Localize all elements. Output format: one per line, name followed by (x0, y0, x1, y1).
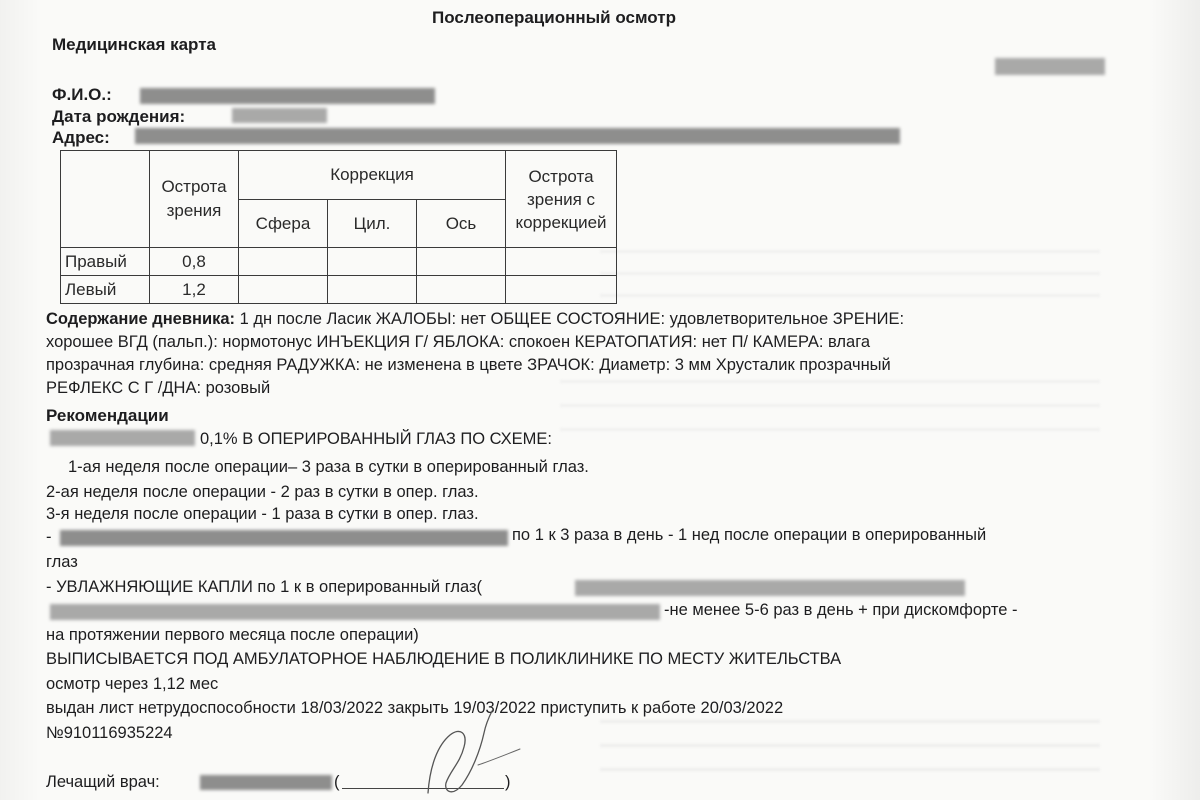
rec-line-7: - УВЛАЖНЯЮЩИЕ КАПЛИ по 1 к в оперированный глаз( (46, 578, 483, 596)
redacted-drug-4 (50, 604, 660, 620)
rec-line-5: по 1 к 3 раза в день - 1 нед после операции в оперированный (512, 526, 987, 544)
diary-line-1 (46, 308, 904, 331)
rec-line-2: 1-ая неделя после операции– 3 раза в сутки в оперированный глаз. (68, 458, 589, 476)
redacted-id (995, 58, 1105, 75)
rec-line-4: 3-я неделя после операции - 1 раза в сутки в опер. глаз. (46, 505, 479, 523)
rec-line-10: ВЫПИСЫВАЕТСЯ ПОД АМБУЛАТОРНОЕ НАБЛЮДЕНИЕ В ПОЛИКЛИНИКЕ ПО МЕСТУ ЖИТЕЛЬСТВА (46, 650, 842, 668)
table-header-correction: Коррекция (239, 151, 506, 200)
bleed-through (600, 720, 1100, 780)
signature-paren-open: ( (334, 773, 340, 791)
rec-line-3: 2-ая неделя после операции - 2 раз в сутки в опер. глаз. (46, 483, 479, 501)
table-header-corrected-acuity: Острота зрения с коррекцией (506, 151, 617, 248)
diary-line-3: прозрачная глубина: средняя РАДУЖКА: не изменена в цвете ЗРАЧОК: Диаметр: 3 мм Хрусталик прозрачный (46, 356, 891, 374)
rec-dash: - (46, 528, 52, 546)
handwritten-signature (420, 705, 560, 800)
table-header-cyl: Цил. (328, 200, 417, 248)
eye-right: Правый (61, 248, 150, 276)
rec-line-6: глаз (46, 553, 78, 571)
bleed-through (600, 250, 1100, 310)
diary-label: Содержание дневника: (46, 310, 236, 328)
table-header-axis: Ось (417, 200, 506, 248)
rec-line-11: осмотр через 1,12 мес (46, 675, 219, 693)
table-header-empty (61, 151, 150, 248)
redacted-doctor-name (200, 775, 332, 790)
doctor-label: Лечащий врач: (46, 773, 160, 791)
bleed-through (560, 380, 1100, 450)
recommendations-label: Рекомендации (46, 406, 169, 425)
eye-left: Левый (61, 276, 150, 304)
rec-line-8: -не менее 5-6 раз в день + при дискомфорте - (664, 601, 1018, 619)
redacted-dob (232, 108, 327, 123)
rec-line-12: выдан лист нетрудоспособности 18/03/2022 закрыть 19/03/2022 приступить к работе 20/03/2022 (46, 699, 784, 717)
document-title: Послеоперационный осмотр (432, 8, 676, 27)
table-header-sphere: Сфера (239, 200, 328, 248)
diary-line-2: хорошее ВГД (пальп.): нормотонус ИНЪЕКЦИЯ Г/ ЯБЛОКА: спокоен КЕРАТОПАТИЯ: нет П/ КАМЕРА: влага (46, 333, 871, 351)
table-row (61, 248, 617, 276)
document-subtitle: Медицинская карта (52, 35, 216, 54)
rec-line-13: №910116935224 (46, 724, 173, 742)
redacted-address (135, 128, 900, 144)
diary-line-4: РЕФЛЕКС С Г /ДНА: розовый (46, 379, 271, 397)
dob-label: Дата рождения: (52, 107, 186, 126)
diary-text: 1 дн после Ласик ЖАЛОБЫ: нет ОБЩЕЕ СОСТОЯНИЕ: удовлетворительное ЗРЕНИЕ: (235, 310, 905, 328)
acuity-right: 0,8 (150, 248, 239, 276)
redacted-name (140, 88, 435, 104)
redacted-drug-3 (575, 580, 965, 596)
redacted-drug-2 (60, 530, 508, 546)
signature-paren-close: ) (505, 773, 511, 791)
redacted-drug-1 (50, 430, 195, 446)
table-header-acuity: Острота зрения (150, 151, 239, 248)
name-label: Ф.И.О.: (52, 85, 112, 104)
visual-acuity-table (60, 150, 617, 304)
address-label: Адрес: (52, 128, 110, 147)
table-row (61, 276, 617, 304)
acuity-left: 1,2 (150, 276, 239, 304)
rec-line-1: 0,1% В ОПЕРИРОВАННЫЙ ГЛАЗ ПО СХЕМЕ: (200, 430, 552, 448)
rec-line-9: на протяжении первого месяца после операции) (46, 626, 419, 644)
